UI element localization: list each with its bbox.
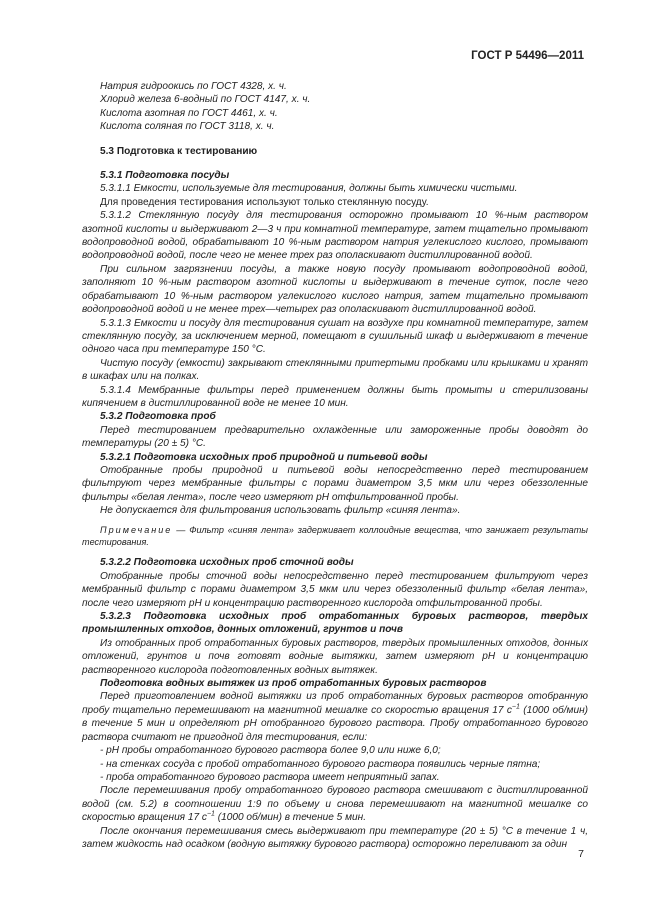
paragraph: Чистую посуду (емкости) закрывают стеклянными притертыми пробками или крышками и хранят в шкафах или на полках.: [82, 357, 588, 383]
superscript: −1: [511, 703, 520, 711]
standard-header: ГОСТ Р 54496—2011: [471, 50, 584, 62]
section-title-5-3-1: 5.3.1 Подготовка посуды: [100, 170, 230, 182]
paragraph: 5.3.1.2 Стеклянную посуду для тестирования осторожно промывают 10 %-ным раствором азотной кислоты и выдерживают 2—3 ч при комнатной температуре, затем тщательно промывают водопроводной водой, обрабатывают 10 %-ным раствором натрия углекислого кислого, промывают водопроводной водой, после чего не менее трех раз ополаскивают дистиллированной водой.: [82, 210, 588, 262]
reagent-item: Кислота соляная по ГОСТ 3118, х. ч.: [100, 121, 275, 133]
note-label: Примечание: [100, 524, 173, 535]
section-title-5-3: 5.3 Подготовка к тестированию: [100, 145, 258, 157]
text-run: Перед приготовлением водной вытяжки из проб отработанных буровых растворов отобранную пробу тщательно перемешивают на магнитной мешалке со скоростью вращения 17 с: [82, 691, 588, 716]
note-text: — Фильтр «синяя лента» задерживает коллоидные вещества, что занижает результаты тестирования.: [82, 524, 588, 547]
paragraph: Из отобранных проб отработанных буровых растворов, твердых промышленных отходов, донных отложений, грунтов и почв готовят водные вытяжки, затем измеряют рН и концентрацию растворенного кислорода подготовленных водных вытяжек.: [82, 637, 588, 676]
text-run: (1000 об/мин) в течение 5 мин и определяют рН отобранного бурового раствора. Пробу отработанного бурового раствора считают не пригодной для тестирования, если:: [82, 704, 588, 743]
paragraph: 5.3.1.4 Мембранные фильтры перед применением должны быть промыты и стерилизованы кипячением в дистиллированной воде не менее 10 мин.: [82, 384, 588, 409]
list-item: - рН пробы отработанного бурового раствора более 9,0 или ниже 6,0;: [100, 745, 441, 757]
paragraph: При сильном загрязнении посуды, а также новую посуду промывают водопроводной водой, заполняют 10 %-ным раствором азотной кислоты и выдерживают в течение суток, после чего обрабатывают 10 %-ным раствором углекислого кислого натрия, затем тщательно промывают водопроводной водой и не менее трех—четырех раз ополаскивают дистиллированной водой.: [82, 263, 588, 316]
reagent-item: Натрия гидроокись по ГОСТ 4328, х. ч.: [100, 81, 287, 92]
section-title-5-3-2-3: 5.3.2.3 Подготовка исходных проб отработанных буровых растворов, твердых промышленных отходов, донных отложений, грунтов и почв: [82, 611, 588, 636]
subsection-title-drilling-extracts: Подготовка водных вытяжек из проб отработанных буровых растворов: [100, 678, 487, 690]
text-run: (1000 об/мин) в течение 5 мин.: [217, 812, 366, 824]
paragraph: [82, 784, 588, 824]
reagent-list: [82, 80, 588, 134]
reagent-item: Хлорид железа 6-водный по ГОСТ 4147, х. ч.: [100, 94, 311, 106]
paragraph: 5.3.1.3 Емкости и посуду для тестирования сушат на воздухе при комнатной температуре, затем стеклянную посуду, за исключением мерной, помещают в сушильный шкаф и выдерживают в течение одного часа при температуре 150 °С.: [82, 317, 588, 356]
list-item: - на стенках сосуда с пробой отработанного бурового раствора появились черные пятна;: [100, 758, 541, 770]
section-title-5-3-2: 5.3.2 Подготовка проб: [100, 411, 216, 423]
reagent-item: Кислота азотная по ГОСТ 4461, х. ч.: [100, 107, 278, 119]
note: [82, 524, 588, 549]
superscript: −1: [206, 810, 215, 818]
page-number: 7: [578, 848, 584, 860]
paragraph: Перед тестированием предварительно охлажденные или замороженные пробы доводят до температуры (20 ± 5) °С.: [82, 424, 588, 450]
section-title-5-3-2-2: 5.3.2.2 Подготовка исходных проб сточной воды: [100, 557, 354, 569]
list-item: - проба отработанного бурового раствора имеет неприятный запах.: [100, 771, 440, 783]
paragraph: Не допускается для фильтрования использовать фильтр «синяя лента».: [100, 505, 461, 517]
document-body: [82, 80, 588, 851]
paragraph: [82, 690, 588, 744]
paragraph: 5.3.1.1 Емкости, используемые для тестирования, должны быть химически чистыми.: [100, 183, 518, 195]
section-title-5-3-2-1: 5.3.2.1 Подготовка исходных проб природной и питьевой воды: [100, 451, 428, 463]
text-run: После перемешивания пробу отработанного бурового раствора смешивают с дистиллированной водой (см. 5.2) в соотношении 1:9 по объему и снова перемешивают на магнитной мешалке со скоростью вращения 17 с: [82, 785, 588, 824]
paragraph: После окончания перемешивания смесь выдерживают при температуре (20 ± 5) °С в течение 1 ч, затем жидкость над осадком (водную вытяжку бурового раствора) осторожно переливают за один: [82, 825, 588, 850]
paragraph: Отобранные пробы природной и питьевой воды непосредственно перед тестированием фильтруют через мембранные фильтры с порами диаметром 3,5 мкм или через обеззоленные фильтры «белая лента», после чего измеряют рН отфильтрованной пробы.: [82, 464, 588, 503]
paragraph: Отобранные пробы сточной воды непосредственно перед тестированием фильтруют через мембранный фильтр с порами диаметром 3,5 мкм или через обеззоленный фильтр «белая лента», после чего измеряют рН и концентрацию растворенного кислорода отфильтрованной пробы.: [82, 570, 588, 609]
paragraph: Для проведения тестирования используют только стеклянную посуду.: [100, 196, 429, 208]
